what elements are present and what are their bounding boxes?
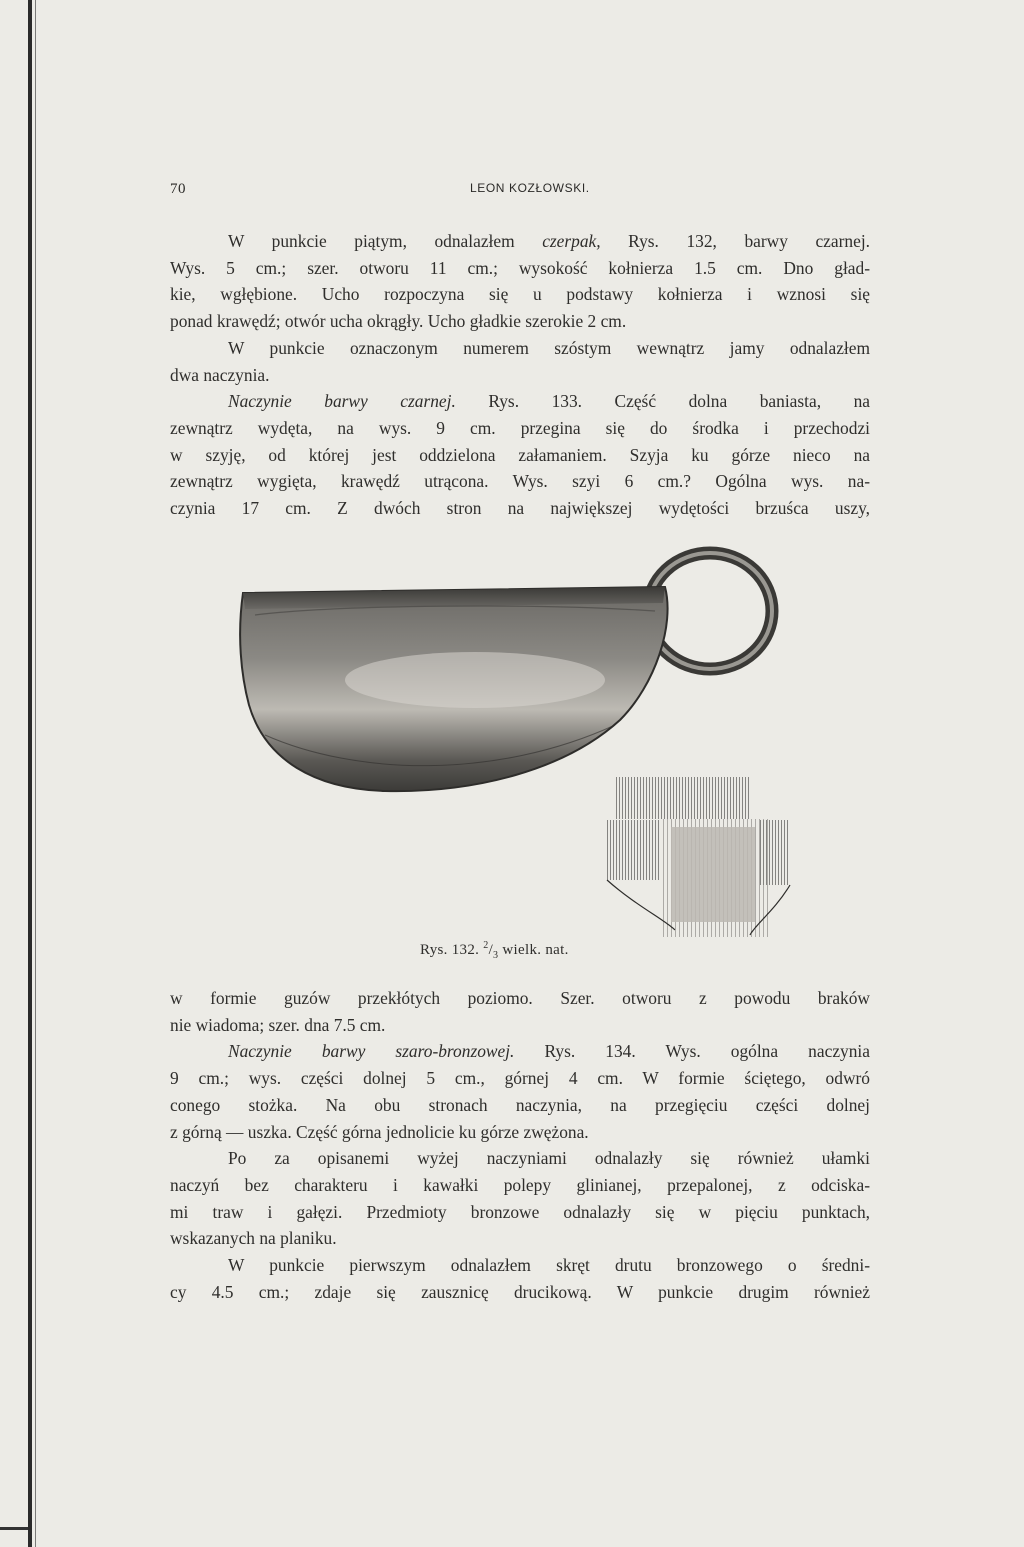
italic-term: czerpak, <box>542 231 601 251</box>
page-number: 70 <box>170 181 186 197</box>
text-line <box>170 1012 870 1039</box>
text-run: nie wiadoma; szer. dna 7.5 cm. <box>170 1014 386 1035</box>
text-line <box>170 228 870 255</box>
text-line <box>170 255 870 282</box>
text-line <box>170 1145 870 1172</box>
text-run: Rys. 134. Wys. ogólna naczynia <box>514 1041 870 1062</box>
text-run: wskazanych na planiku. <box>170 1228 337 1249</box>
text-run: naczyń bez charakteru i kawałki polepy glinianej, przepalonej, z odciska- <box>170 1174 870 1195</box>
text-line <box>170 1065 870 1092</box>
italic-term: Naczynie barwy szaro-bronzowej. <box>228 1041 515 1062</box>
text-line <box>170 495 870 522</box>
text-run: W punkcie pierwszym odnalazłem skręt drutu bronzowego o średni- <box>228 1255 870 1276</box>
running-head: LEON KOZŁOWSKI. <box>470 181 590 195</box>
text-run: cy 4.5 cm.; zdaje się zausznicę drucikową. W punkcie drugim również <box>170 1281 870 1302</box>
text-run: mi traw i gałęzi. Przedmioty bronzowe odnalazły się w pięciu punktach, <box>170 1201 870 1222</box>
text-line <box>170 1252 870 1279</box>
binding-edge <box>28 0 32 1547</box>
text-line <box>170 468 870 495</box>
ladle-bowl <box>240 587 667 791</box>
caption-suffix: wielk. nat. <box>502 942 569 958</box>
text-line <box>170 281 870 308</box>
text-run: z górną — uszka. Część górna jednolicie ku górze zwężona. <box>170 1121 589 1142</box>
caption-fraction-num: 2 <box>483 940 489 951</box>
text-line <box>170 362 870 389</box>
text-line <box>170 308 870 335</box>
text-line <box>170 1092 870 1119</box>
text-run: conego stożka. Na obu stronach naczynia, na przegięciu części dolnej <box>170 1094 870 1115</box>
text-line <box>170 1225 870 1252</box>
text-run: W punkcie piątym, odnalazłem <box>228 231 543 251</box>
text-line <box>170 985 870 1012</box>
text-line <box>170 1172 870 1199</box>
caption-fraction-den: 3 <box>493 950 499 961</box>
ladle-base-section <box>605 777 790 937</box>
text-run: W punkcie oznaczonym numerem szóstym wewnątrz jamy odnalazłem <box>228 337 870 358</box>
text-line <box>170 1279 870 1306</box>
text-run: dwa naczynia. <box>170 364 270 385</box>
body-text-bottom <box>170 985 870 1305</box>
italic-term: Naczynie barwy czarnej. <box>228 391 456 412</box>
text-line <box>170 1199 870 1226</box>
text-run: zewnątrz wydęta, na wys. 9 cm. przegina się do środka i przechodzi <box>170 417 870 438</box>
body-text-top <box>170 228 870 522</box>
text-run: Wys. 5 cm.; szer. otworu 11 cm.; wysokość kołnierza 1.5 cm. Dno gład- <box>170 257 870 278</box>
text-run: ponad krawędź; otwór ucha okrągły. Ucho gładkie szerokie 2 cm. <box>170 311 627 332</box>
text-run: czynia 17 cm. Z dwóch stron na największej wydętości brzuśca uszy, <box>170 498 870 519</box>
text-run: w formie guzów przekłótych poziomo. Szer. otworu z powodu braków <box>170 988 870 1008</box>
text-line <box>170 415 870 442</box>
text-run: Po za opisanemi wyżej naczyniami odnalazły się również ułamki <box>228 1148 870 1169</box>
text-run: zewnątrz wygięta, krawędź utrącona. Wys. szyi 6 cm.? Ogólna wys. na- <box>170 471 870 492</box>
corner-mark <box>0 1527 28 1530</box>
text-run: Rys. 132, barwy czarnej. <box>600 231 870 251</box>
text-run: 9 cm.; wys. części dolnej 5 cm., górnej 4 cm. W formie ściętego, odwró <box>170 1068 870 1089</box>
page-header <box>170 178 870 200</box>
figure-ladle-illustration <box>235 545 795 945</box>
text-run: kie, wgłębione. Ucho rozpoczyna się u podstawy kołnierza i wznosi się <box>170 284 870 305</box>
text-line <box>170 1119 870 1146</box>
text-run: Rys. 133. Część dolna baniasta, na <box>455 391 870 412</box>
caption-prefix: Rys. 132. <box>420 942 480 958</box>
text-run: w szyję, od której jest oddzielona załamaniem. Szyja ku górze nieco na <box>170 444 870 465</box>
text-line <box>170 388 870 415</box>
figure-caption: Rys. 132. $^2/_3$ wielk. nat. <box>420 940 569 961</box>
binding-edge-thin <box>35 0 36 1547</box>
text-line <box>170 1038 870 1065</box>
text-line <box>170 335 870 362</box>
text-line <box>170 442 870 469</box>
